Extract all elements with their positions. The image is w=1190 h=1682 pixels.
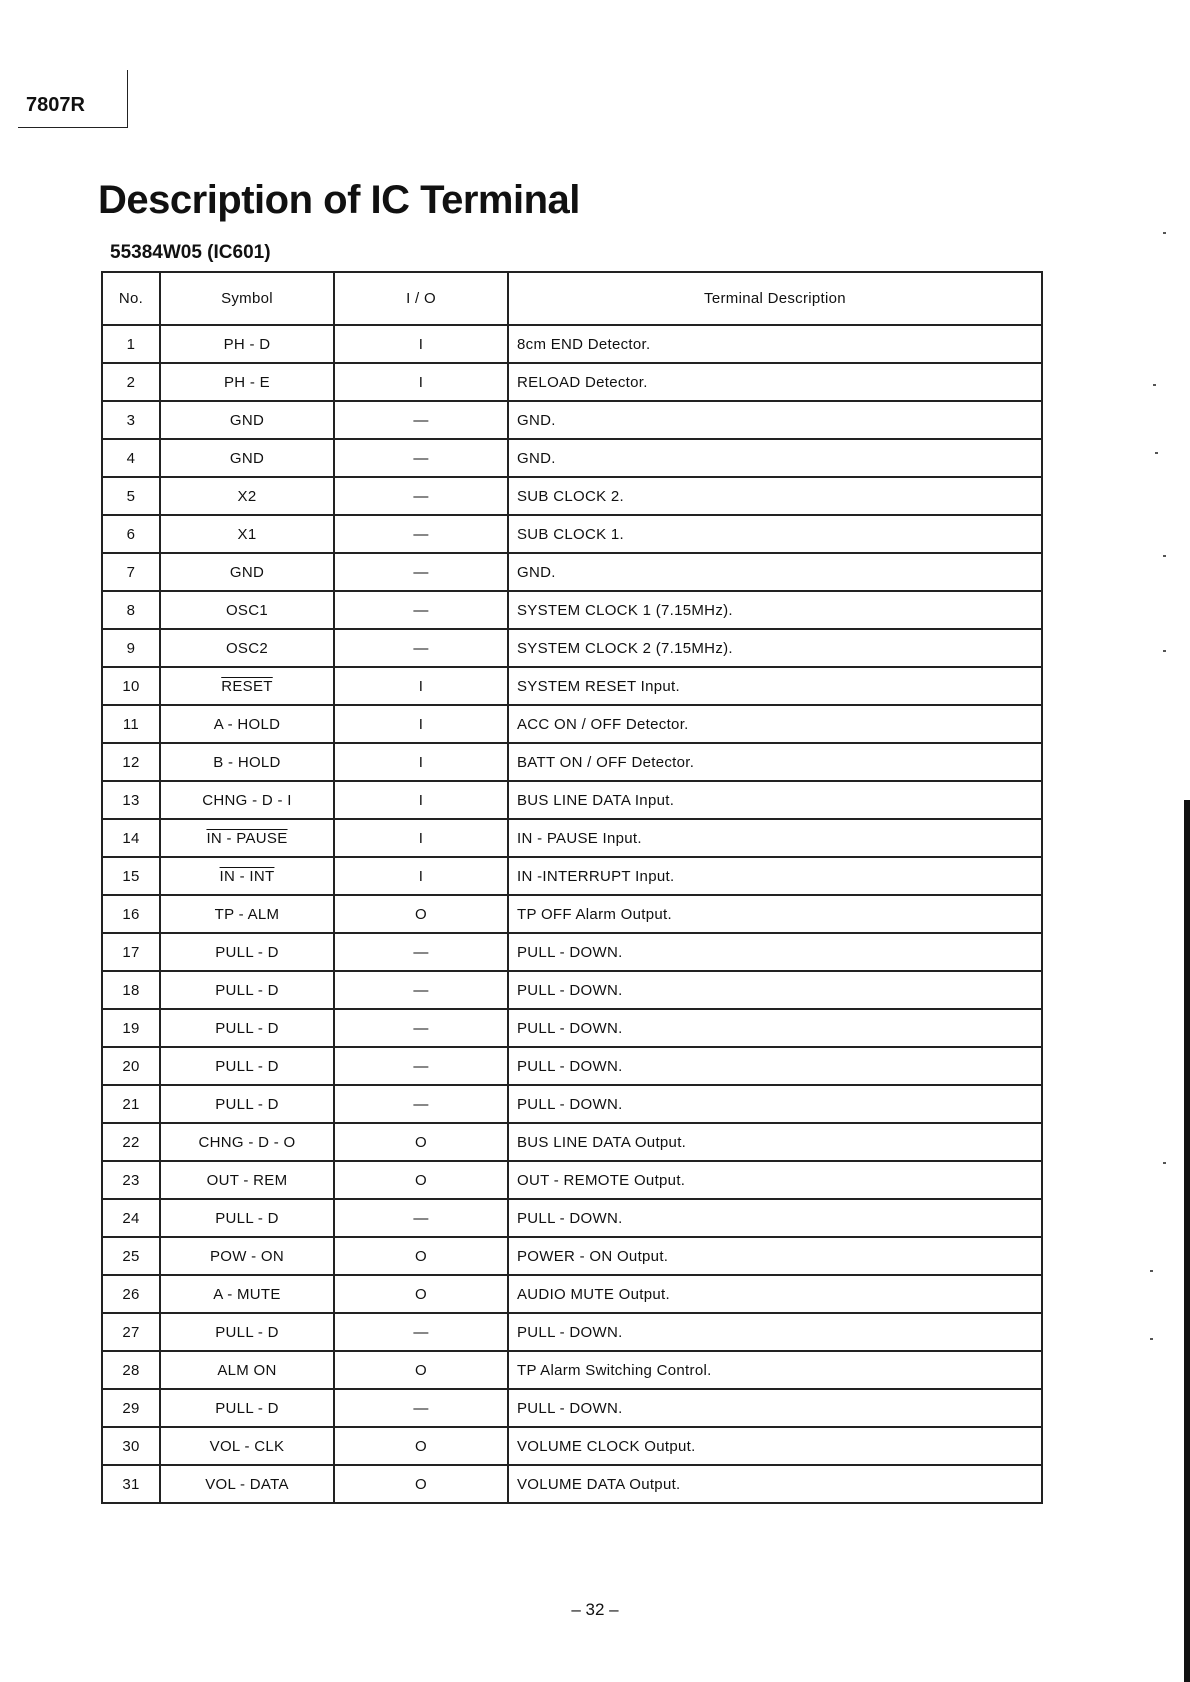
cell-no: 1 (102, 325, 160, 363)
active-low-symbol: IN - PAUSE (206, 829, 288, 847)
table-row (102, 1237, 1042, 1275)
cell-description: VOLUME DATA Output. (508, 1465, 1042, 1503)
scan-speck (1163, 1162, 1166, 1164)
scan-speck (1163, 650, 1166, 652)
cell-symbol: GND (160, 553, 334, 591)
cell-io: — (334, 1047, 508, 1085)
cell-symbol: PULL - D (160, 933, 334, 971)
cell-description: PULL - DOWN. (508, 1313, 1042, 1351)
cell-symbol: PULL - D (160, 1313, 334, 1351)
cell-symbol: OSC1 (160, 591, 334, 629)
cell-io: O (334, 1275, 508, 1313)
cell-description: RELOAD Detector. (508, 363, 1042, 401)
cell-io: — (334, 1085, 508, 1123)
cell-no: 30 (102, 1427, 160, 1465)
cell-symbol: CHNG - D - O (160, 1123, 334, 1161)
cell-io: — (334, 477, 508, 515)
cell-description: SYSTEM CLOCK 1 (7.15MHz). (508, 591, 1042, 629)
cell-symbol (160, 819, 334, 857)
table-row (102, 971, 1042, 1009)
cell-description: AUDIO MUTE Output. (508, 1275, 1042, 1313)
cell-no: 24 (102, 1199, 160, 1237)
table-row (102, 515, 1042, 553)
table-row (102, 325, 1042, 363)
table-row (102, 477, 1042, 515)
column-header-description: Terminal Description (508, 272, 1042, 325)
scan-speck (1150, 1270, 1153, 1272)
scan-speck (1155, 452, 1158, 454)
cell-description: PULL - DOWN. (508, 1047, 1042, 1085)
cell-description: SYSTEM RESET Input. (508, 667, 1042, 705)
cell-description: BATT ON / OFF Detector. (508, 743, 1042, 781)
cell-io: O (334, 1427, 508, 1465)
cell-description: GND. (508, 553, 1042, 591)
cell-symbol: TP - ALM (160, 895, 334, 933)
cell-no: 22 (102, 1123, 160, 1161)
cell-description: PULL - DOWN. (508, 1199, 1042, 1237)
cell-no: 7 (102, 553, 160, 591)
cell-io: — (334, 553, 508, 591)
cell-no: 28 (102, 1351, 160, 1389)
cell-no: 26 (102, 1275, 160, 1313)
cell-symbol: ALM ON (160, 1351, 334, 1389)
cell-symbol: POW - ON (160, 1237, 334, 1275)
table-row (102, 743, 1042, 781)
cell-symbol: GND (160, 439, 334, 477)
cell-io: — (334, 1313, 508, 1351)
table-row (102, 401, 1042, 439)
cell-description: POWER - ON Output. (508, 1237, 1042, 1275)
cell-symbol: A - HOLD (160, 705, 334, 743)
cell-symbol (160, 667, 334, 705)
cell-description: BUS LINE DATA Input. (508, 781, 1042, 819)
cell-no: 9 (102, 629, 160, 667)
cell-description: GND. (508, 439, 1042, 477)
cell-description: GND. (508, 401, 1042, 439)
cell-description: IN - PAUSE Input. (508, 819, 1042, 857)
table-row (102, 819, 1042, 857)
cell-io: — (334, 971, 508, 1009)
cell-io: — (334, 629, 508, 667)
cell-no: 3 (102, 401, 160, 439)
cell-symbol: X1 (160, 515, 334, 553)
scan-speck (1163, 555, 1166, 557)
cell-no: 15 (102, 857, 160, 895)
cell-io: O (334, 1237, 508, 1275)
cell-symbol: PULL - D (160, 1047, 334, 1085)
cell-io: I (334, 857, 508, 895)
column-header-io: I / O (334, 272, 508, 325)
cell-no: 8 (102, 591, 160, 629)
cell-no: 23 (102, 1161, 160, 1199)
cell-symbol: CHNG - D - I (160, 781, 334, 819)
cell-no: 27 (102, 1313, 160, 1351)
column-header-no: No. (102, 272, 160, 325)
cell-io: — (334, 515, 508, 553)
cell-description: PULL - DOWN. (508, 1009, 1042, 1047)
cell-no: 19 (102, 1009, 160, 1047)
table-row (102, 1351, 1042, 1389)
table-row (102, 363, 1042, 401)
cell-no: 11 (102, 705, 160, 743)
cell-no: 2 (102, 363, 160, 401)
page-number: – 32 – (571, 1600, 619, 1619)
cell-symbol: PH - D (160, 325, 334, 363)
cell-description: SYSTEM CLOCK 2 (7.15MHz). (508, 629, 1042, 667)
table-row (102, 1199, 1042, 1237)
table-row (102, 1389, 1042, 1427)
cell-no: 6 (102, 515, 160, 553)
cell-symbol: PULL - D (160, 1009, 334, 1047)
cell-no: 14 (102, 819, 160, 857)
cell-description: PULL - DOWN. (508, 933, 1042, 971)
active-low-symbol: IN - INT (219, 867, 275, 885)
cell-description: IN -INTERRUPT Input. (508, 857, 1042, 895)
table-row (102, 591, 1042, 629)
cell-io: I (334, 743, 508, 781)
header-rule-horizontal (18, 127, 128, 128)
table-header-row (102, 272, 1042, 325)
table-row (102, 1161, 1042, 1199)
table-row (102, 1123, 1042, 1161)
cell-symbol: PULL - D (160, 971, 334, 1009)
ic-part-label: 55384W05 (IC601) (110, 242, 271, 263)
cell-io: O (334, 1123, 508, 1161)
cell-io: I (334, 819, 508, 857)
page-title: Description of IC Terminal (98, 178, 580, 222)
cell-symbol: A - MUTE (160, 1275, 334, 1313)
cell-io: I (334, 325, 508, 363)
cell-description: PULL - DOWN. (508, 971, 1042, 1009)
cell-symbol: PULL - D (160, 1199, 334, 1237)
table-row (102, 1465, 1042, 1503)
cell-symbol: PH - E (160, 363, 334, 401)
cell-no: 5 (102, 477, 160, 515)
column-header-symbol: Symbol (160, 272, 334, 325)
cell-io: O (334, 1351, 508, 1389)
cell-io: I (334, 781, 508, 819)
table-row (102, 895, 1042, 933)
cell-description: SUB CLOCK 2. (508, 477, 1042, 515)
cell-no: 31 (102, 1465, 160, 1503)
table-row (102, 1009, 1042, 1047)
cell-no: 29 (102, 1389, 160, 1427)
table-row (102, 667, 1042, 705)
table-row (102, 1047, 1042, 1085)
cell-io: O (334, 895, 508, 933)
cell-description: ACC ON / OFF Detector. (508, 705, 1042, 743)
header-rule-vertical (127, 70, 128, 128)
cell-io: — (334, 1009, 508, 1047)
table-row (102, 781, 1042, 819)
table-row (102, 553, 1042, 591)
cell-symbol: GND (160, 401, 334, 439)
cell-description: TP OFF Alarm Output. (508, 895, 1042, 933)
cell-io: — (334, 1389, 508, 1427)
cell-io: I (334, 667, 508, 705)
cell-no: 21 (102, 1085, 160, 1123)
cell-no: 13 (102, 781, 160, 819)
cell-io: — (334, 439, 508, 477)
table-row (102, 1085, 1042, 1123)
terminal-table (101, 271, 1043, 1504)
cell-symbol: OUT - REM (160, 1161, 334, 1199)
table-row (102, 1427, 1042, 1465)
cell-no: 18 (102, 971, 160, 1009)
cell-description: VOLUME CLOCK Output. (508, 1427, 1042, 1465)
cell-io: — (334, 401, 508, 439)
cell-description: BUS LINE DATA Output. (508, 1123, 1042, 1161)
cell-description: OUT - REMOTE Output. (508, 1161, 1042, 1199)
cell-description: PULL - DOWN. (508, 1085, 1042, 1123)
table-row (102, 933, 1042, 971)
cell-io: O (334, 1465, 508, 1503)
cell-no: 20 (102, 1047, 160, 1085)
table-row (102, 1275, 1042, 1313)
cell-no: 12 (102, 743, 160, 781)
terminal-rows (102, 325, 1042, 1503)
cell-description: TP Alarm Switching Control. (508, 1351, 1042, 1389)
cell-io: — (334, 591, 508, 629)
cell-description: PULL - DOWN. (508, 1389, 1042, 1427)
cell-description: SUB CLOCK 1. (508, 515, 1042, 553)
cell-io: O (334, 1161, 508, 1199)
scan-speck (1153, 384, 1156, 386)
table-row (102, 629, 1042, 667)
cell-symbol: B - HOLD (160, 743, 334, 781)
cell-no: 17 (102, 933, 160, 971)
scan-edge-bar (1184, 800, 1190, 1682)
cell-io: I (334, 705, 508, 743)
cell-no: 10 (102, 667, 160, 705)
cell-description: 8cm END Detector. (508, 325, 1042, 363)
table-row (102, 1313, 1042, 1351)
cell-io: — (334, 933, 508, 971)
cell-symbol: PULL - D (160, 1085, 334, 1123)
model-number: 7807R (26, 94, 85, 116)
cell-symbol: VOL - DATA (160, 1465, 334, 1503)
table-row (102, 439, 1042, 477)
cell-no: 4 (102, 439, 160, 477)
cell-io: I (334, 363, 508, 401)
scan-speck (1163, 232, 1166, 234)
table-row (102, 857, 1042, 895)
cell-symbol: X2 (160, 477, 334, 515)
scan-speck (1150, 1338, 1153, 1340)
cell-symbol: OSC2 (160, 629, 334, 667)
cell-io: — (334, 1199, 508, 1237)
cell-no: 16 (102, 895, 160, 933)
table-row (102, 705, 1042, 743)
active-low-symbol: RESET (221, 677, 273, 695)
cell-symbol: VOL - CLK (160, 1427, 334, 1465)
cell-symbol: PULL - D (160, 1389, 334, 1427)
cell-symbol (160, 857, 334, 895)
cell-no: 25 (102, 1237, 160, 1275)
